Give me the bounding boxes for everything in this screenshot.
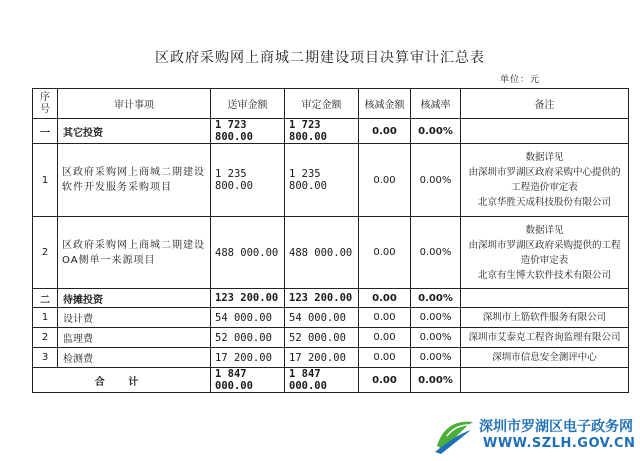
total-label: 合 计 <box>33 368 211 393</box>
table-row <box>33 328 629 348</box>
header-seq: 序 号 <box>33 89 58 119</box>
row-reduction-rate: 0.00% <box>411 308 461 328</box>
site-watermark <box>433 414 636 456</box>
row-approved: 52 000.00 <box>285 328 359 348</box>
table-row <box>33 217 629 289</box>
section-approved: 1 723 800.00 <box>285 119 359 144</box>
section-item: 待摊投资 <box>58 289 211 308</box>
page-title: 区政府采购网上商城二期建设项目决算审计汇总表 <box>155 50 485 66</box>
row-reduction-rate: 0.00% <box>411 328 461 348</box>
header-reduction-rate: 核减率 <box>411 89 461 119</box>
row-seq: 3 <box>33 348 58 368</box>
row-remarks: 深圳市艾泰克工程咨询监理有限公司 <box>461 328 629 348</box>
section-row <box>33 119 629 144</box>
header-submitted: 送审金额 <box>211 89 285 119</box>
row-remarks: 深圳市信息安全测评中心 <box>461 348 629 368</box>
header-reduction-amount: 核减金额 <box>359 89 411 119</box>
section-remarks <box>461 119 629 144</box>
row-remarks: 深圳市上筋软件服务有限公司 <box>461 308 629 328</box>
row-item: 区政府采购网上商城二期建设软件开发服务采购项目 <box>58 144 211 217</box>
section-approved: 123 200.00 <box>285 289 359 308</box>
section-row <box>33 289 629 308</box>
section-submitted: 1 723 800.00 <box>211 119 285 144</box>
audit-summary-table <box>32 88 629 393</box>
header-remarks: 备注 <box>461 89 629 119</box>
row-reduction-rate: 0.00% <box>411 348 461 368</box>
section-reduction-rate: 0.00% <box>411 119 461 144</box>
unit-label: 单位：元 <box>500 75 541 85</box>
section-reduction-amount: 0.00 <box>359 289 411 308</box>
table-row <box>33 308 629 328</box>
row-submitted: 17 200.00 <box>211 348 285 368</box>
total-row <box>33 368 629 393</box>
section-reduction-amount: 0.00 <box>359 119 411 144</box>
row-submitted: 488 000.00 <box>211 217 285 289</box>
section-reduction-rate: 0.00% <box>411 289 461 308</box>
section-submitted: 123 200.00 <box>211 289 285 308</box>
section-seq: 一 <box>33 119 58 144</box>
watermark-site-name: 深圳市罗湖区电子政务网 <box>479 419 633 435</box>
header-item: 审计事项 <box>58 89 211 119</box>
row-submitted: 54 000.00 <box>211 308 285 328</box>
section-seq: 二 <box>33 289 58 308</box>
total-approved: 1 847 000.00 <box>285 368 359 393</box>
total-reduction-rate: 0.00% <box>411 368 461 393</box>
row-remarks: 数据详见 由深圳市罗湖区政府采购中心提供的 工程造价审定表 北京华胜天成科技股份有限公司 <box>461 144 629 217</box>
row-approved: 488 000.00 <box>285 217 359 289</box>
header-approved: 审定金额 <box>285 89 359 119</box>
row-reduction-amount: 0.00 <box>359 328 411 348</box>
watermark-site-url: WWW.SZLH.GOV.CN <box>483 436 636 451</box>
row-reduction-amount: 0.00 <box>359 308 411 328</box>
row-remarks: 数据详见 由深圳市罗湖区政府采购提供的工程 造价审定表 北京有生博大软件技术有限公司 <box>461 217 629 289</box>
row-reduction-rate: 0.00% <box>411 217 461 289</box>
row-approved: 17 200.00 <box>285 348 359 368</box>
row-approved: 1 235 800.00 <box>285 144 359 217</box>
row-seq: 1 <box>33 144 58 217</box>
row-item: 监理费 <box>58 328 211 348</box>
row-reduction-amount: 0.00 <box>359 144 411 217</box>
table-header-row <box>33 89 629 119</box>
table-row <box>33 144 629 217</box>
row-item: 区政府采购网上商城二期建设OA侧单一来源项目 <box>58 217 211 289</box>
row-reduction-rate: 0.00% <box>411 144 461 217</box>
section-remarks <box>461 289 629 308</box>
section-item: 其它投资 <box>58 119 211 144</box>
total-reduction-amount: 0.00 <box>359 368 411 393</box>
row-item: 检测费 <box>58 348 211 368</box>
row-item: 设计费 <box>58 308 211 328</box>
row-seq: 1 <box>33 308 58 328</box>
total-remarks <box>461 368 629 393</box>
row-seq: 2 <box>33 328 58 348</box>
row-seq: 2 <box>33 217 58 289</box>
row-submitted: 52 000.00 <box>211 328 285 348</box>
leaf-logo-icon <box>433 416 475 454</box>
row-reduction-amount: 0.00 <box>359 217 411 289</box>
total-submitted: 1 847 000.00 <box>211 368 285 393</box>
table-row <box>33 348 629 368</box>
row-reduction-amount: 0.00 <box>359 348 411 368</box>
row-submitted: 1 235 800.00 <box>211 144 285 217</box>
row-approved: 54 000.00 <box>285 308 359 328</box>
